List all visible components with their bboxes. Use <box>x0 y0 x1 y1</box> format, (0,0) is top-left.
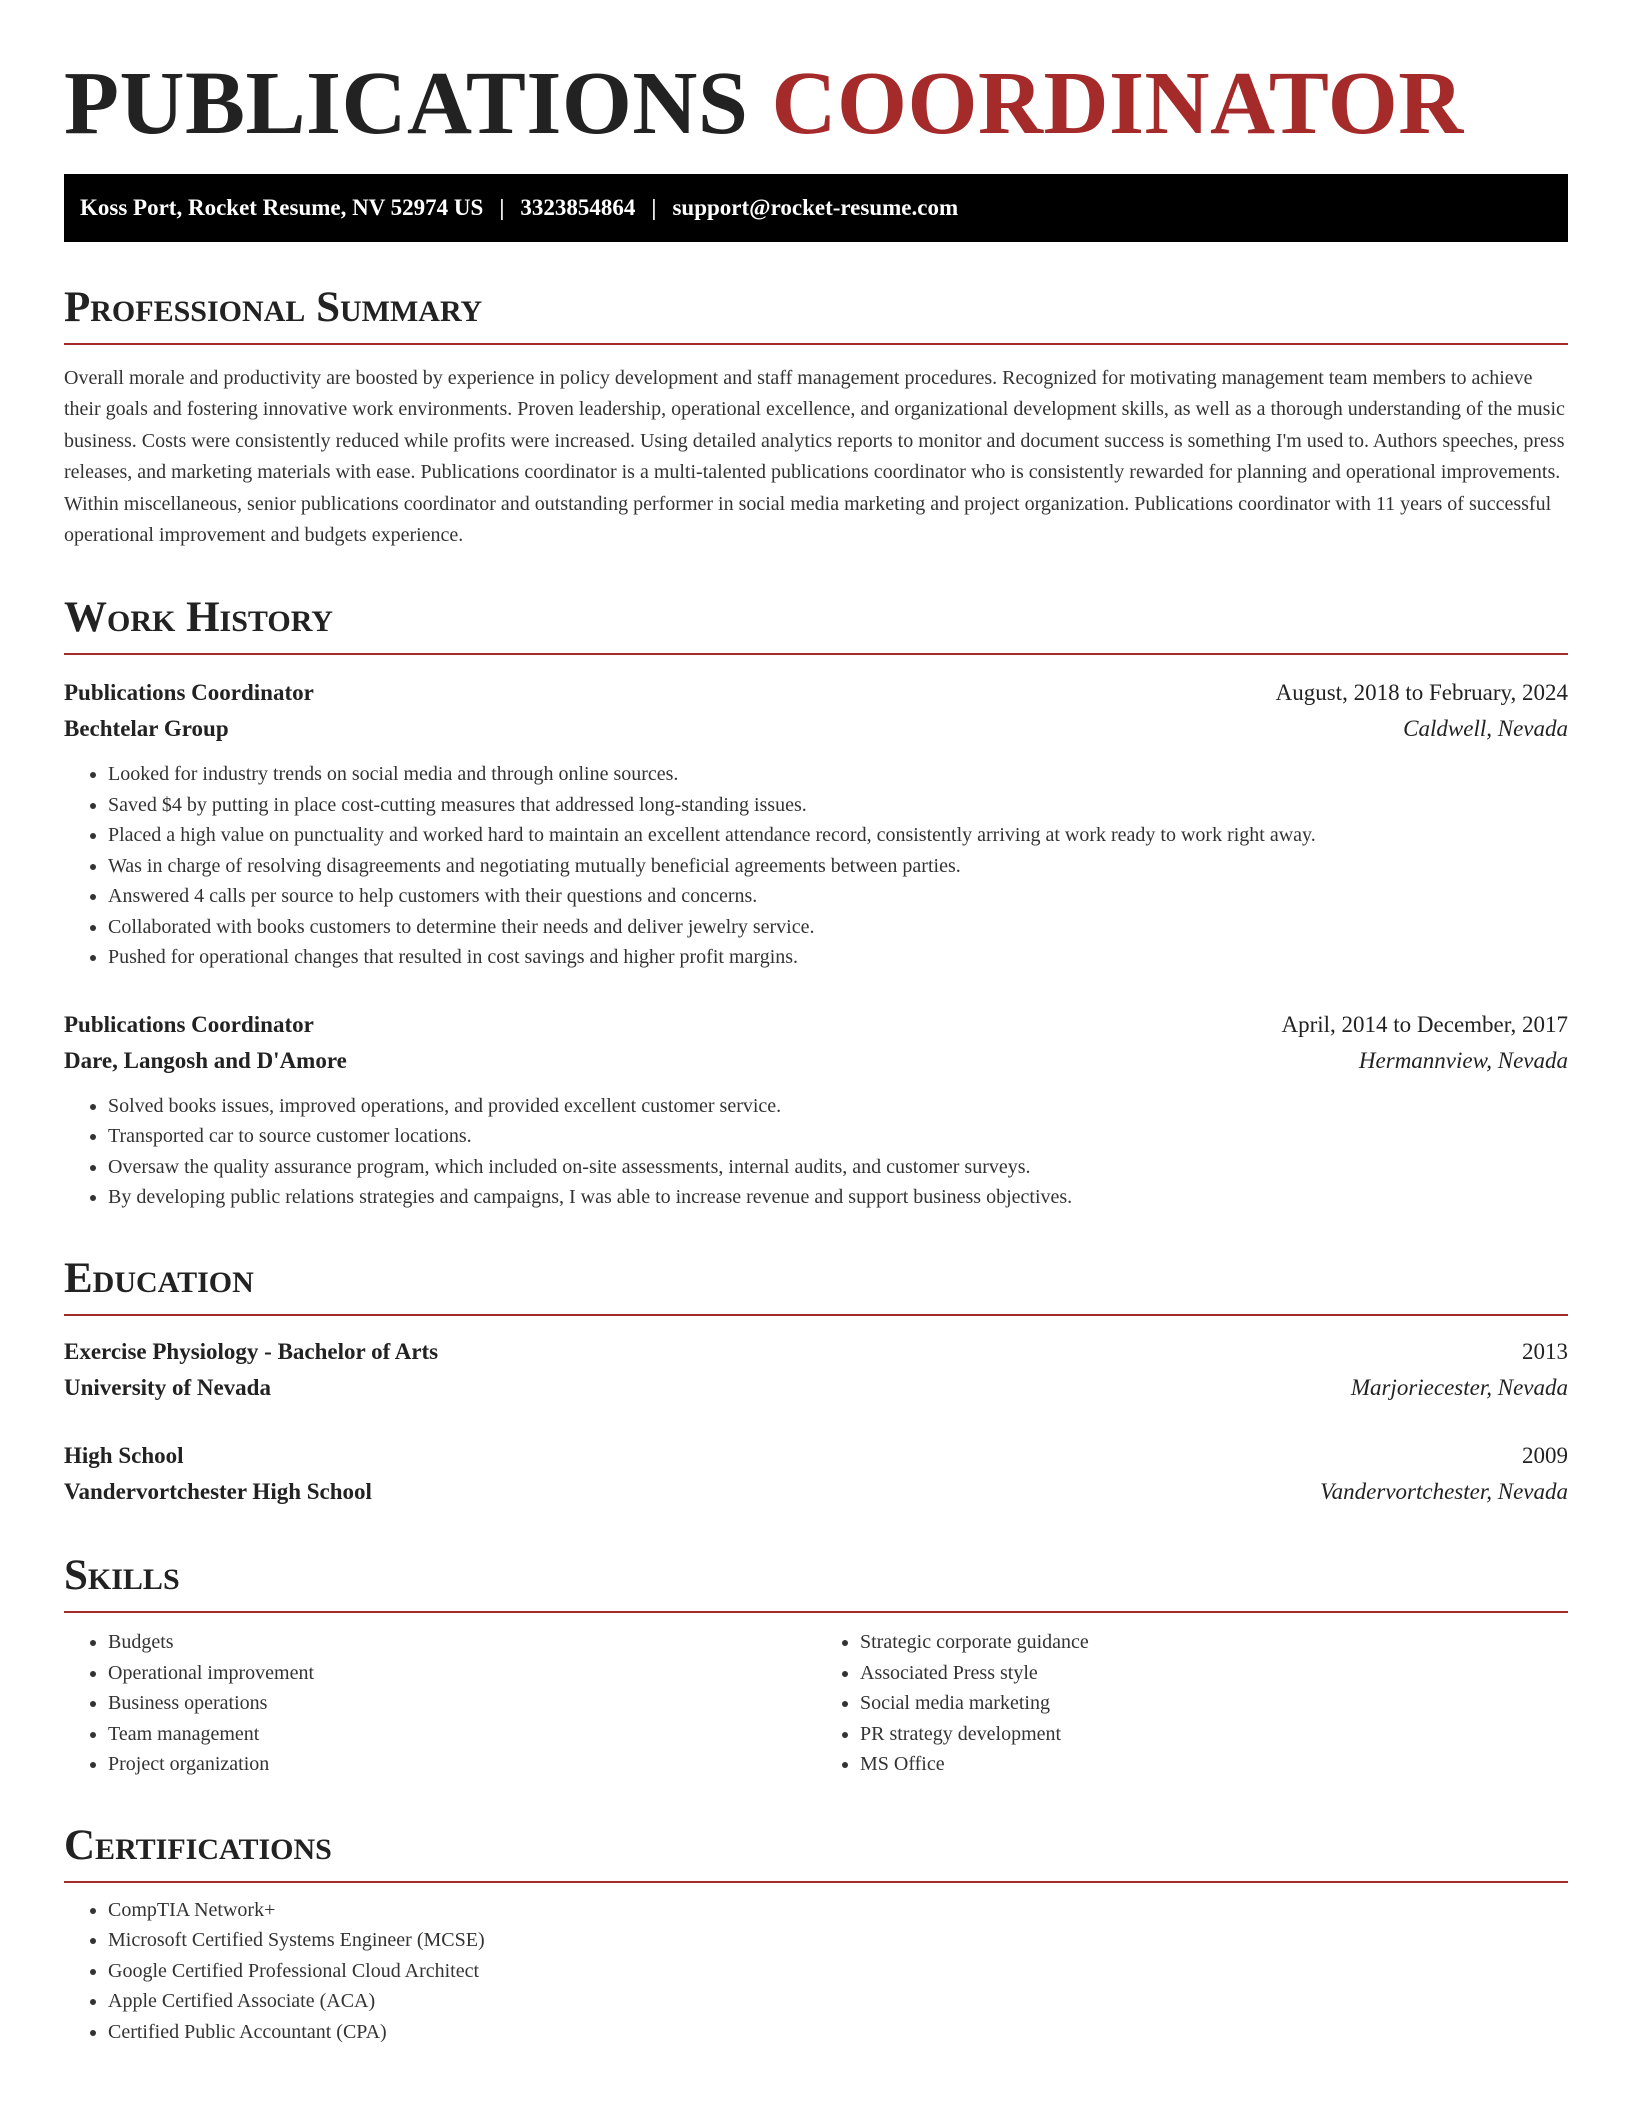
contact-address: Koss Port, Rocket Resume, NV 52974 US <box>80 194 484 220</box>
skill-item: • Team management <box>108 1719 816 1750</box>
skill-item: • Social media marketing <box>860 1688 1568 1719</box>
education-entry-header <box>64 1438 1568 1474</box>
skill-item: • PR strategy development <box>860 1719 1568 1750</box>
graduation-year: 2013 <box>1522 1338 1568 1364</box>
title-primary: PUBLICATIONS <box>64 54 749 153</box>
work-entry-subheader <box>64 711 1568 747</box>
skill-item: • MS Office <box>860 1749 1568 1780</box>
skill-item: • Operational improvement <box>108 1658 816 1689</box>
contact-bar <box>64 174 1568 242</box>
skill-item: • Associated Press style <box>860 1658 1568 1689</box>
skills-column-right <box>816 1627 1568 1780</box>
work-entry-header <box>64 675 1568 711</box>
job-location: Caldwell, Nevada <box>1403 716 1568 742</box>
education-entry-subheader <box>64 1474 1568 1510</box>
list-item: • Looked for industry trends on social media and through online sources. <box>108 759 1568 790</box>
list-item: • Solved books issues, improved operations, and provided excellent customer service. <box>108 1091 1568 1122</box>
list-item: • By developing public relations strategies and campaigns, I was able to increase revenue and support business objectives. <box>108 1182 1568 1213</box>
list-item: • Placed a high value on punctuality and worked hard to maintain an excellent attendance record, consistently arriving at work ready to work right away. <box>108 820 1568 851</box>
list-item: • Pushed for operational changes that resulted in cost savings and higher profit margins. <box>108 942 1568 973</box>
degree-name: High School <box>64 1442 184 1468</box>
certifications-list <box>64 1895 1568 2048</box>
school-name: Vandervortchester High School <box>64 1478 372 1504</box>
list-item: • Collaborated with books customers to determine their needs and deliver jewelry service. <box>108 912 1568 943</box>
work-entry <box>64 675 1568 973</box>
education-heading: Education <box>64 1255 1568 1316</box>
skills-grid <box>64 1627 1568 1780</box>
certification-item: • Apple Certified Associate (ACA) <box>108 1986 1568 2017</box>
contact-separator: | <box>499 194 505 220</box>
page-title <box>64 0 1568 156</box>
skills-column-left <box>64 1627 816 1780</box>
school-name: University of Nevada <box>64 1374 271 1400</box>
education-entry <box>64 1334 1568 1406</box>
job-bullets <box>64 759 1568 973</box>
certification-item: • Google Certified Professional Cloud Architect <box>108 1956 1568 1987</box>
school-location: Vandervortchester, Nevada <box>1320 1478 1568 1504</box>
school-location: Marjoriecester, Nevada <box>1350 1374 1568 1400</box>
certification-item: • CompTIA Network+ <box>108 1895 1568 1926</box>
contact-separator: | <box>651 194 657 220</box>
list-item: • Saved $4 by putting in place cost-cutting measures that addressed long-standing issues. <box>108 790 1568 821</box>
job-title: Publications Coordinator <box>64 1011 314 1037</box>
certification-item: • Microsoft Certified Systems Engineer (MCSE) <box>108 1925 1568 1956</box>
list-item: • Was in charge of resolving disagreements and negotiating mutually beneficial agreements between parties. <box>108 851 1568 882</box>
summary-heading: Professional Summary <box>64 284 1568 345</box>
certifications-heading: Certifications <box>64 1822 1568 1883</box>
education-entry-subheader <box>64 1370 1568 1406</box>
education-entry <box>64 1438 1568 1510</box>
skill-item: • Project organization <box>108 1749 816 1780</box>
education-entry-header <box>64 1334 1568 1370</box>
skill-item: • Budgets <box>108 1627 816 1658</box>
skill-item: • Business operations <box>108 1688 816 1719</box>
work-entry <box>64 1007 1568 1213</box>
contact-phone: 3323854864 <box>520 194 636 220</box>
degree-name: Exercise Physiology - Bachelor of Arts <box>64 1338 439 1364</box>
summary-text: Overall morale and productivity are boosted by experience in policy development and staff management procedures. Recognized for motivating management team members to achieve their goals and fostering innovative work environments. Proven leadership, operational excellence, and organizational development skills, as well as a thorough understanding of the music business. Costs were consistently reduced while profits were increased. Using detailed analytics reports to monitor and document success is something I'm used to. Authors speeches, press releases, and marketing materials with ease. Publications coordinator is a multi-talented publications coordinator who is consistently rewarded for planning and operational improvements. Within miscellaneous, senior publications coordinator and outstanding performer in social media marketing and project organization. Publications coordinator with 11 years of successful operational improvement and budgets experience. <box>64 366 1565 547</box>
company-name: Bechtelar Group <box>64 716 229 742</box>
title-accent: COORDINATOR <box>771 54 1464 153</box>
job-location: Hermannview, Nevada <box>1358 1047 1568 1073</box>
certification-item: • Certified Public Accountant (CPA) <box>108 2017 1568 2048</box>
list-item: • Oversaw the quality assurance program, which included on-site assessments, internal audits, and customer surveys. <box>108 1152 1568 1183</box>
list-item: • Answered 4 calls per source to help customers with their questions and concerns. <box>108 881 1568 912</box>
work-history-heading: Work History <box>64 594 1568 655</box>
skills-heading: Skills <box>64 1552 1568 1613</box>
company-name: Dare, Langosh and D'Amore <box>64 1047 347 1073</box>
job-bullets <box>64 1091 1568 1213</box>
skill-item: • Strategic corporate guidance <box>860 1627 1568 1658</box>
job-dates: April, 2014 to December, 2017 <box>1281 1011 1568 1037</box>
work-entry-subheader <box>64 1043 1568 1079</box>
contact-email: support@rocket-resume.com <box>672 194 959 220</box>
graduation-year: 2009 <box>1522 1442 1568 1468</box>
job-title: Publications Coordinator <box>64 680 314 706</box>
job-dates: August, 2018 to February, 2024 <box>1275 680 1568 706</box>
list-item: • Transported car to source customer locations. <box>108 1121 1568 1152</box>
work-entry-header <box>64 1007 1568 1043</box>
